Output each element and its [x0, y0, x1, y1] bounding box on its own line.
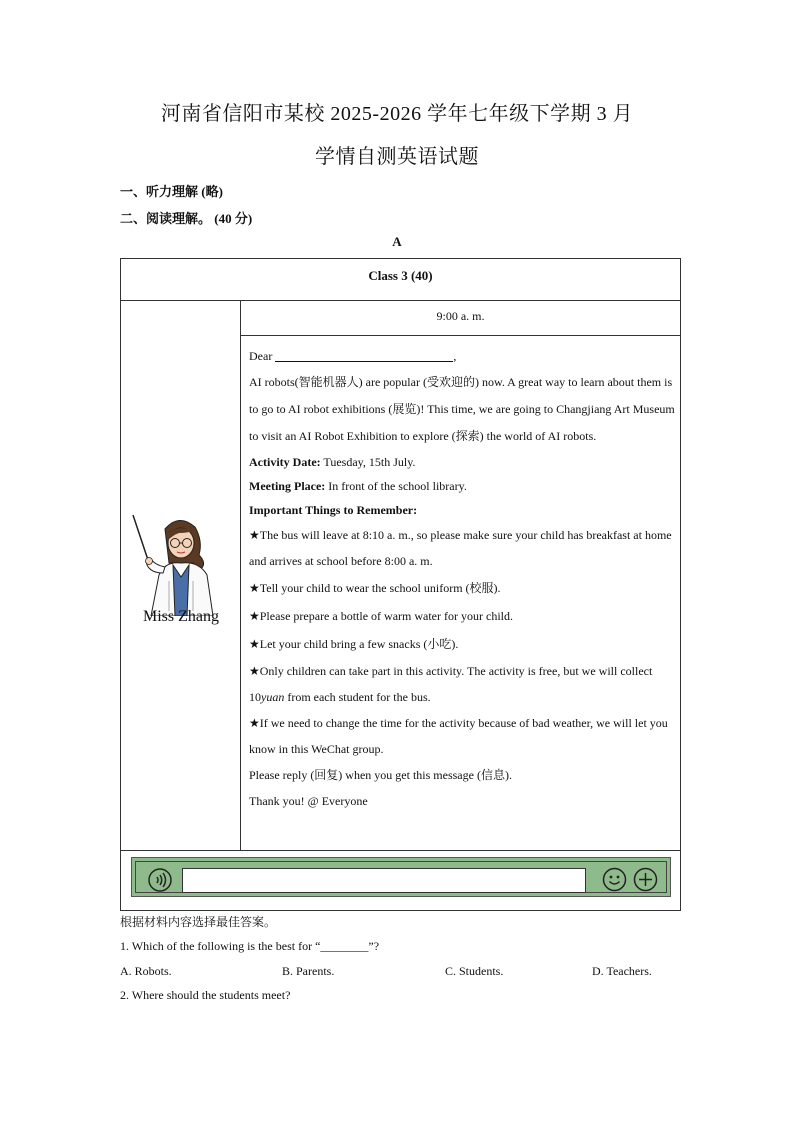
- dear-comma: ,: [453, 349, 457, 363]
- q1-option-b[interactable]: B. Parents.: [282, 964, 335, 978]
- page-title-line1: 河南省信阳市某校 2025-2026 学年七年级下学期 3 月: [160, 103, 634, 125]
- reminder-item-5-end: from each student for the bus.: [284, 690, 431, 704]
- chat-group-header: Class 3 (40): [121, 259, 680, 301]
- q1-option-d[interactable]: D. Teachers.: [592, 964, 652, 978]
- question-1: [120, 939, 379, 954]
- reply-request: Please reply (回复) when you get this message (信息).: [249, 768, 512, 782]
- plus-icon[interactable]: [633, 867, 658, 892]
- reminder-item-5-text: ★Only children can take part in this activity. The activity is free, but we will collect 10: [249, 664, 653, 704]
- intro-paragraph: AI robots(智能机器人) are popular (受欢迎的) now. A great way to learn about them is to go to AI robot exhibitions (展览)! This time, we are going to Changjiang Art Museum to visit an AI Robot Exhibition to explore (探索) the world of AI robots.: [249, 375, 675, 443]
- smile-icon[interactable]: [602, 867, 627, 892]
- message-input[interactable]: [182, 868, 586, 893]
- sender-column: [121, 301, 241, 850]
- reminder-item-5: [249, 658, 677, 710]
- chat-frame: [120, 258, 681, 911]
- chat-divider: [121, 850, 680, 851]
- chat-input-bar: [131, 857, 671, 897]
- teacher-avatar: [129, 511, 229, 616]
- q1-option-c[interactable]: C. Students.: [445, 964, 504, 978]
- reminder-item-2: ★Tell your child to wear the school uniform (校服).: [249, 581, 501, 595]
- section-reading: 二、阅读理解。 (40 分): [120, 211, 253, 226]
- sender-name: Miss Zhang: [143, 608, 219, 625]
- reminder-item-1: ★The bus will leave at 8:10 a. m., so please make sure your child has breakfast at home and arrives at school before 8:00 a. m.: [249, 528, 672, 568]
- part-label: A: [392, 234, 402, 249]
- reminder-item-6: ★If we need to change the time for the activity because of bad weather, we will let you know in this WeChat group.: [249, 716, 668, 756]
- reminder-item-4: ★Let your child bring a few snacks (小吃).: [249, 637, 459, 651]
- question-2: 2. Where should the students meet?: [120, 988, 291, 1002]
- place-value: In front of the school library.: [325, 479, 467, 493]
- dear-blank: [275, 348, 453, 362]
- voice-icon[interactable]: [148, 868, 172, 892]
- message-body: [249, 343, 677, 814]
- dear-label: Dear: [249, 349, 273, 363]
- question-1-blank: ________: [320, 939, 369, 953]
- instruction: 根据材料内容选择最佳答案。: [120, 915, 277, 929]
- section-listening: 一、听力理解 (略): [120, 184, 223, 199]
- page-title-line2: 学情自测英语试题: [315, 146, 479, 168]
- important-label: Important Things to Remember:: [249, 503, 418, 517]
- question-1-stem-end: ”?: [368, 939, 380, 953]
- reminder-item-3: ★Please prepare a bottle of warm water for your child.: [249, 609, 513, 623]
- question-1-stem: 1. Which of the following is the best for “: [120, 939, 321, 953]
- reminder-item-5-yuan: yuan: [261, 690, 285, 704]
- place-label: Meeting Place:: [249, 479, 326, 493]
- thanks-line: Thank you! @ Everyone: [249, 794, 368, 808]
- chat-input-inner: [135, 861, 667, 893]
- date-label: Activity Date:: [249, 455, 321, 469]
- message-time: 9:00 a. m.: [241, 301, 680, 336]
- date-value: Tuesday, 15th July.: [320, 455, 416, 469]
- q1-option-a[interactable]: A. Robots.: [120, 964, 172, 978]
